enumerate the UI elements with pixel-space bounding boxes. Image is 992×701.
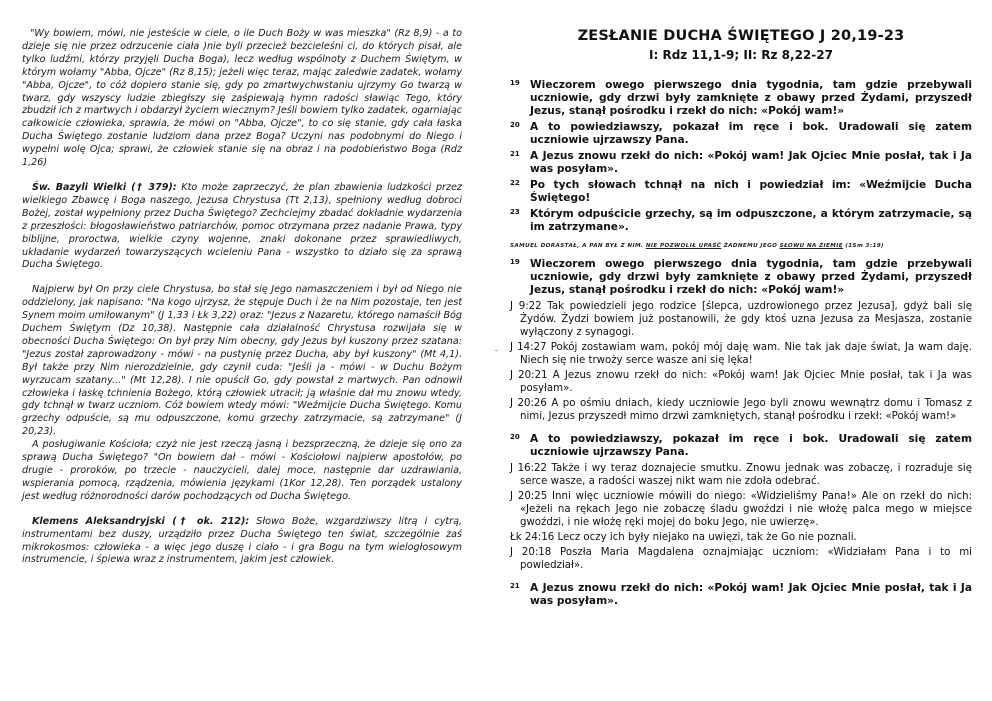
verse-text: A Jezus znowu rzekł do nich: «Pokój wam! Jak Ojciec Mnie posłał, tak i Ja was posyłam». xyxy=(530,150,972,175)
commentary-paragraph: Najpierw był On przy ciele Chrystusa, bo stał się Jego namaszczeniem i był od Niego nie oddzielony, jak napisano: "Na kogo ujrzysz, że stępuje Duch i że na Nim pozostaje, ten jest Synem moim umiłowanym" (J 1,33 i Łk 3,22) oraz: "Jezus z Nazaretu, którego namaścił Bóg Duchem Świętym (Dz 10,38). Następnie cała działalność Chrystusa rozwijała się w obecności Ducha Świętego: On był przy Nim obecny, gdy Jezus był kuszony przez szatana: "Jezus został zaprowadzony - mówi - na pustynię przez Ducha, aby był kuszony" (Mt 4,1). Był także przy Nim nierozdzielnie, gdy czynił cuda: "Jeśli ja - mówi - w Duchu Bożym wyrzucam szatany..." (Mt 12,28). I nie opuścił Go, gdy powstał z martwych. Pan odnowił człowieka i łaskę tchnienia Bożego, którą człowiek utracił; ją właśnie dał mu znowu wtedy, gdy tchnął w twarz uczniom. Cóż bowiem wtedy mówi: "Weźmijcie Ducha Świętego. Komu grzechy odpuście, są mu odpuszczone, komu grzechy zatrzymacie, są zatrzymane" (J 20,23). xyxy=(22,284,462,438)
cross-reference: J 20:21 A Jezus znowu rzekł do nich: «Pokój wam! Jak Ojciec Mnie posłał, tak i Ja was posyłam». xyxy=(510,370,972,394)
commentary-paragraph: A posługiwanie Kościoła; czyż nie jest rzeczą jasną i bezsprzeczną, że dzieje się ono za sprawą Ducha Świętego? "On bowiem dał - mówi - Kościołowi najpierw apostołów, po drugie - proroków, po trzecie - nauczycieli, dalej moce, następnie dar uzdrawiania, wspierania pomocą, rządzenia, mówienia językami (1Kor 12,28). Ten porządek ustalony jest według różnorodności darów pochodzących od Ducha Świętego. xyxy=(22,439,462,502)
commentary-paragraph xyxy=(22,182,462,272)
divider-mark xyxy=(495,350,498,351)
caption-text: ŻADNEMU JEGO xyxy=(721,243,780,249)
verse xyxy=(510,121,972,147)
verse-number: 19 xyxy=(510,258,520,266)
cross-reference: J 20:25 Inni więc uczniowie mówili do niego: «Widzieliśmy Pana!» Ale on rzekł do nich: «Jeżeli na rękach Jego nie zobaczę śladu gwoździ i nie włożę palca mego w miejsce gwoździ, i nie włożę ręki mojej do boku Jego, nie uwierzę». xyxy=(510,491,972,528)
readings-subtitle: I: Rdz 11,1-9; II: Rz 8,22-27 xyxy=(649,48,833,62)
cross-reference: J 20:26 A po ośmiu dniach, kiedy uczniowie Jego byli znowu wewnątrz domu i Tomasz z nimi, Jezus przyszedł mimo drzwi zamkniętych, stanął pośrodku i rzekł: «Pokój wam!» xyxy=(510,398,972,422)
verse xyxy=(510,258,972,297)
cross-reference: J 14:27 Pokój zostawiam wam, pokój mój daję wam. Nie tak jak daje świat, Ja wam daję. Niech się nie trwoży serce wasze ani się lęka! xyxy=(510,342,972,366)
author-name: Klemens Aleksandryjski († ok. 212): xyxy=(32,515,250,527)
motto-caption xyxy=(510,243,972,249)
cross-reference: J 20:18 Poszła Maria Magdalena oznajmiając uczniom: «Widziałam Pana i to mi powiedział». xyxy=(510,547,972,571)
author-name: Św. Bazyli Wielki († 379): xyxy=(32,181,177,193)
caption-text: SAMUEL DORASTAŁ, A PAN BYŁ Z NIM. xyxy=(510,243,646,249)
verse-text: A to powiedziawszy, pokazał im ręce i bok. Uradowali się zatem uczniowie ujrzawszy Pana. xyxy=(530,433,972,458)
page-title: ZESŁANIE DUCHA ŚWIĘTEGO J 20,19-23 xyxy=(577,28,905,44)
verse-number: 21 xyxy=(510,582,520,590)
verse xyxy=(510,150,972,176)
verse-number: 19 xyxy=(510,79,520,87)
commentary-text: Kto może zaprzeczyć, że plan zbawienia ludzkości przez wielkiego Zbawcę i Boga naszego, Jezusa Chrystusa (Tt 2,13), spełniony według dobroci Bożej, został wypełniony przez Ducha Świętego? Zechciejmy zbadać dokładnie wydarzenia z przeszłości: błogosławieństwo patriarchów, pomoc otrzymana przez nadanie Prawa, typy biblijne, proroctwa, wielkie czyny wojenne, znaki dokonane przez sprawiedliwych, układanie wydarzeń towarzyszących wcieleniu Pana - wszystko to działo się za sprawą Ducha Świętego. xyxy=(22,181,462,271)
verse-text: A to powiedziawszy, pokazał im ręce i bok. Uradowali się zatem uczniowie ujrzawszy Pana. xyxy=(530,121,972,146)
caption-underlined: SŁOWU NA ZIEMIĘ xyxy=(779,243,843,249)
verse xyxy=(510,433,972,459)
verse xyxy=(510,208,972,234)
verse-text: Wieczorem owego pierwszego dnia tygodnia, tam gdzie przebywali uczniowie, gdy drzwi były zamknięte z obawy przed Żydami, przyszedł Jezus, stanął pośrodku i rzekł do nich: «Pokój wam!» xyxy=(530,79,972,117)
verse-number: 22 xyxy=(510,179,520,187)
commentary-text: Słowo Boże, wzgardziwszy litrą i cytrą, instrumentami bez duszy, urządziło przez Ducha Świętego ten świat, szczególnie zaś mikrokosmos: człowieka - a więc jego duszę i ciało - i gra Bogu na tym wielogłosowym instrumencie, i śpiewa wraz z instrumentem, jakim jest człowiek. xyxy=(22,515,463,566)
caption-reference: (1Sm 3:19) xyxy=(842,243,885,249)
verse-text: Po tych słowach tchnął na nich i powiedział im: «Weźmijcie Ducha Świętego! xyxy=(530,179,972,204)
verse xyxy=(510,79,972,118)
cross-reference: J 16:22 Także i wy teraz doznajecie smutku. Znowu jednak was zobaczę, i rozraduje się serce wasze, a radości waszej nikt wam nie zdoła odebrać. xyxy=(510,463,972,487)
commentary-paragraph: "Wy bowiem, mówi, nie jesteście w ciele, o ile Duch Boży w was mieszka" (Rz 8,9) - a to dzieje się nie przez odrzucenie ciała )nie byli przecież bezcieleśni ci, do których pisał, ale tylko ludźmi, którzy przyjęli Ducha Boga), lecz według wspólnoty z Duchem Świętym, w którym wołamy "Abba, Ojcze" (Rz 8,15); jeżeli więc teraz, mając zaledwie zadatek, wołamy "Abba, Ojcze", to cóż dopiero stanie się, gdy po zmartwychwstaniu ujrzymy Go twarzą w twarz, gdy wszyscy ludzie zbiegłszy się zaśpiewają hymn radości sławiąc Tego, który zbudził ich z martwych i obdarzył życiem wiecznym? Jeśli bowiem tylko zadatek, ogarniając całkowicie człowieka, sprawia, że mówi on "Abba, Ojcze", to co się stanie, gdy cała łaska Ducha Świętego zostanie ludziom dana przez Boga? Uczyni nas podobnymi do Niego i wypełni wolę Ojca; sprawi, że człowiek stanie się na obraz i na podobieństwo Boga (Rdz 1,26) xyxy=(22,28,462,169)
verse-text: Wieczorem owego pierwszego dnia tygodnia, tam gdzie przebywali uczniowie, gdy drzwi były zamknięte z obawy przed Żydami, przyszedł Jezus, stanął pośrodku i rzekł do nich: «Pokój wam!» xyxy=(530,258,972,296)
verse-number: 23 xyxy=(510,208,520,216)
verse-number: 20 xyxy=(510,121,520,129)
cross-reference: Łk 24:16 Lecz oczy ich były niejako na uwięzi, tak że Go nie poznali. xyxy=(510,532,857,543)
cross-reference: J 9:22 Tak powiedzieli jego rodzice [ślepca, uzdrowionego przez Jezusa], gdyż bali się Żydów. Żydzi bowiem już postanowili, że gdy ktoś uzna Jezusa za Mesjasza, zostanie wyłączony z synagogi. xyxy=(510,301,972,338)
cross-references xyxy=(510,300,972,423)
caption-underlined: NIE POZWOLIŁ UPAŚĆ xyxy=(645,243,722,249)
commentary-paragraph xyxy=(22,516,462,568)
verse-text: A Jezus znowu rzekł do nich: «Pokój wam! Jak Ojciec Mnie posłał, tak i Ja was posyłam». xyxy=(530,582,972,607)
commentary-column xyxy=(22,28,462,579)
scripture-column xyxy=(510,28,972,611)
verse-number: 21 xyxy=(510,150,520,158)
verse xyxy=(510,179,972,205)
cross-references xyxy=(510,462,972,572)
verse xyxy=(510,582,972,608)
verse-number: 20 xyxy=(510,433,520,441)
verse-text: Którym odpuścicie grzechy, są im odpuszczone, a którym zatrzymacie, są im zatrzymane». xyxy=(530,208,972,233)
gospel-verses xyxy=(510,79,972,234)
